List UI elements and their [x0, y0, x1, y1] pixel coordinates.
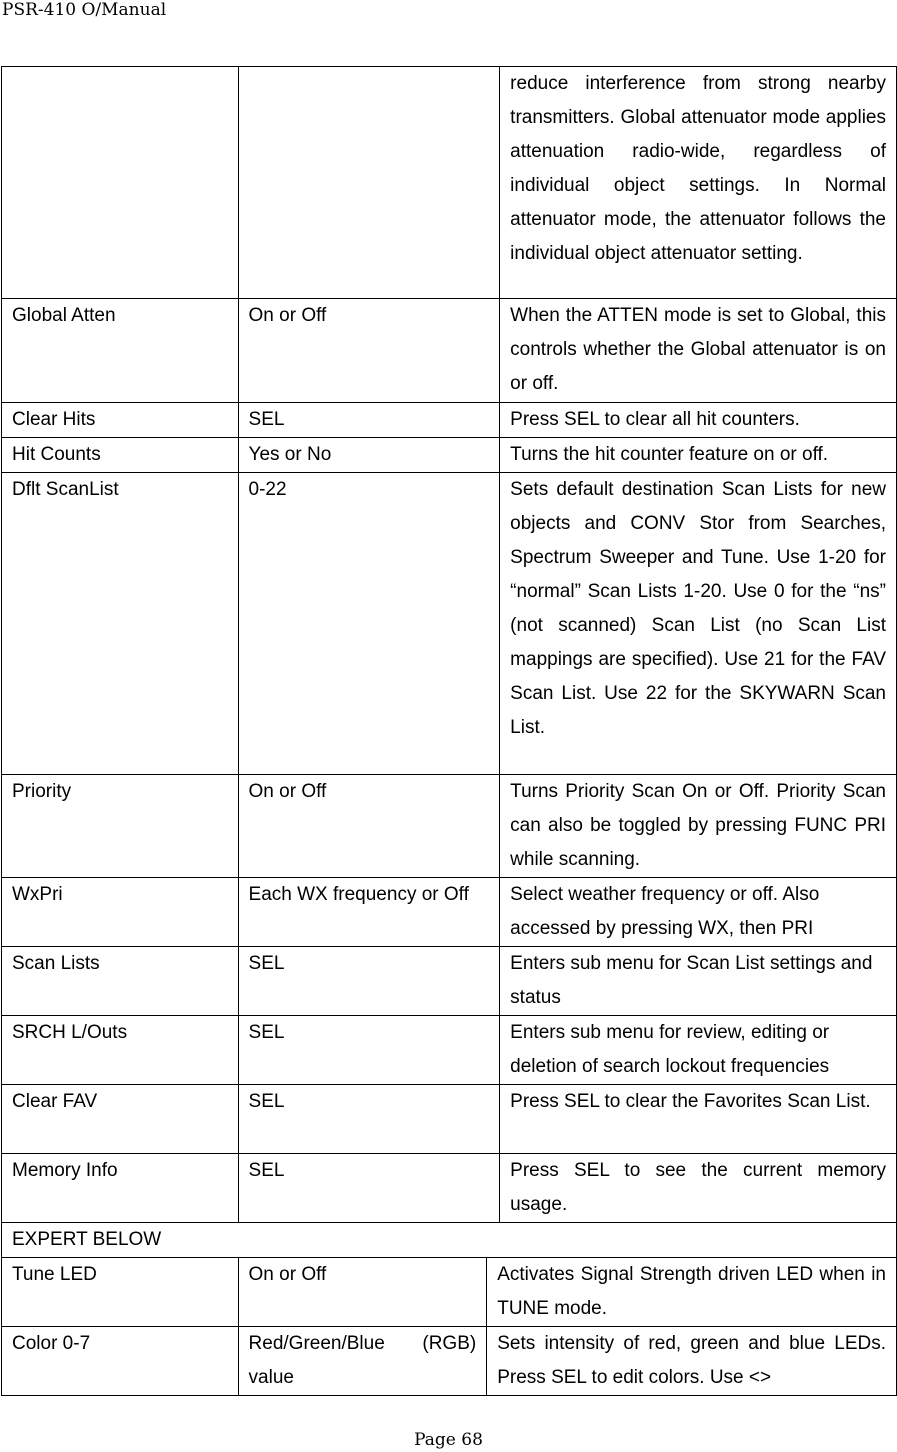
description-cell: Sets default destination Scan Lists for new objects and CONV Stor from Searches, Spectrum Sweeper and Tune. Use 1-20 for “normal” Scan Lists 1-20. Use 0 for the “ns” (not scanned) Scan List (no Scan List mappings are specified). Use 21 for the FAV Scan List. Use 22 for the SKYWARN Scan List. [500, 473, 897, 775]
table-row [2, 67, 897, 299]
options-cell: On or Off [238, 775, 500, 878]
options-cell: Yes or No [238, 438, 500, 473]
table-row [2, 775, 897, 878]
description-cell: Enters sub menu for Scan List settings and status [500, 947, 897, 1016]
description-cell: reduce interference from strong nearby transmitters. Global attenuator mode applies attenuation radio-wide, regardless of individual object settings. In Normal attenuator mode, the attenuator follows the individual object attenuator setting. [500, 67, 897, 299]
table-row [2, 947, 897, 1016]
table-row [2, 1016, 897, 1085]
setting-cell: Global Atten [2, 299, 239, 403]
table-row [2, 299, 897, 403]
description-cell: Enters sub menu for review, editing or deletion of search lockout frequencies [500, 1016, 897, 1085]
setting-cell: WxPri [2, 878, 239, 947]
options-cell: SEL [238, 1154, 500, 1223]
setting-cell [2, 67, 239, 299]
description-cell: Turns Priority Scan On or Off. Priority Scan can also be toggled by pressing FUNC PRI while scanning. [500, 775, 897, 878]
section-label: EXPERT BELOW [2, 1223, 897, 1258]
options-cell: On or Off [238, 1258, 487, 1327]
table-row [2, 473, 897, 775]
options-cell: On or Off [238, 299, 500, 403]
description-cell: Sets intensity of red, green and blue LEDs. Press SEL to edit colors. Use <> [487, 1327, 897, 1396]
setting-cell: Priority [2, 775, 239, 878]
options-cell [238, 67, 500, 299]
setting-cell: Memory Info [2, 1154, 239, 1223]
options-cell: 0-22 [238, 473, 500, 775]
description-cell: Press SEL to see the current memory usage. [500, 1154, 897, 1223]
options-cell: SEL [238, 947, 500, 1016]
setting-cell: Scan Lists [2, 947, 239, 1016]
table-row [2, 1327, 897, 1396]
table-row [2, 438, 897, 473]
table-row [2, 1258, 897, 1327]
table-row [2, 1085, 897, 1154]
options-cell: Each WX frequency or Off [238, 878, 500, 947]
setting-cell: Dflt ScanList [2, 473, 239, 775]
description-cell: Press SEL to clear all hit counters. [500, 403, 897, 438]
table-row [2, 403, 897, 438]
section-row [2, 1223, 897, 1258]
page-number: Page 68 [414, 1430, 483, 1450]
options-cell: Red/Green/Blue (RGB) value [238, 1327, 487, 1396]
setting-cell: SRCH L/Outs [2, 1016, 239, 1085]
page-header: PSR-410 O/Manual [2, 0, 167, 20]
options-cell: SEL [238, 1085, 500, 1154]
settings-table [1, 66, 897, 1396]
options-cell: SEL [238, 403, 500, 438]
description-cell: Activates Signal Strength driven LED when in TUNE mode. [487, 1258, 897, 1327]
description-cell: Turns the hit counter feature on or off. [500, 438, 897, 473]
setting-cell: Hit Counts [2, 438, 239, 473]
setting-cell: Clear FAV [2, 1085, 239, 1154]
description-cell: When the ATTEN mode is set to Global, this controls whether the Global attenuator is on or off. [500, 299, 897, 403]
table-row [2, 1154, 897, 1223]
table-row [2, 878, 897, 947]
description-cell: Select weather frequency or off. Also accessed by pressing WX, then PRI [500, 878, 897, 947]
setting-cell: Clear Hits [2, 403, 239, 438]
setting-cell: Color 0-7 [2, 1327, 239, 1396]
options-cell: SEL [238, 1016, 500, 1085]
description-cell: Press SEL to clear the Favorites Scan List. [500, 1085, 897, 1154]
setting-cell: Tune LED [2, 1258, 239, 1327]
